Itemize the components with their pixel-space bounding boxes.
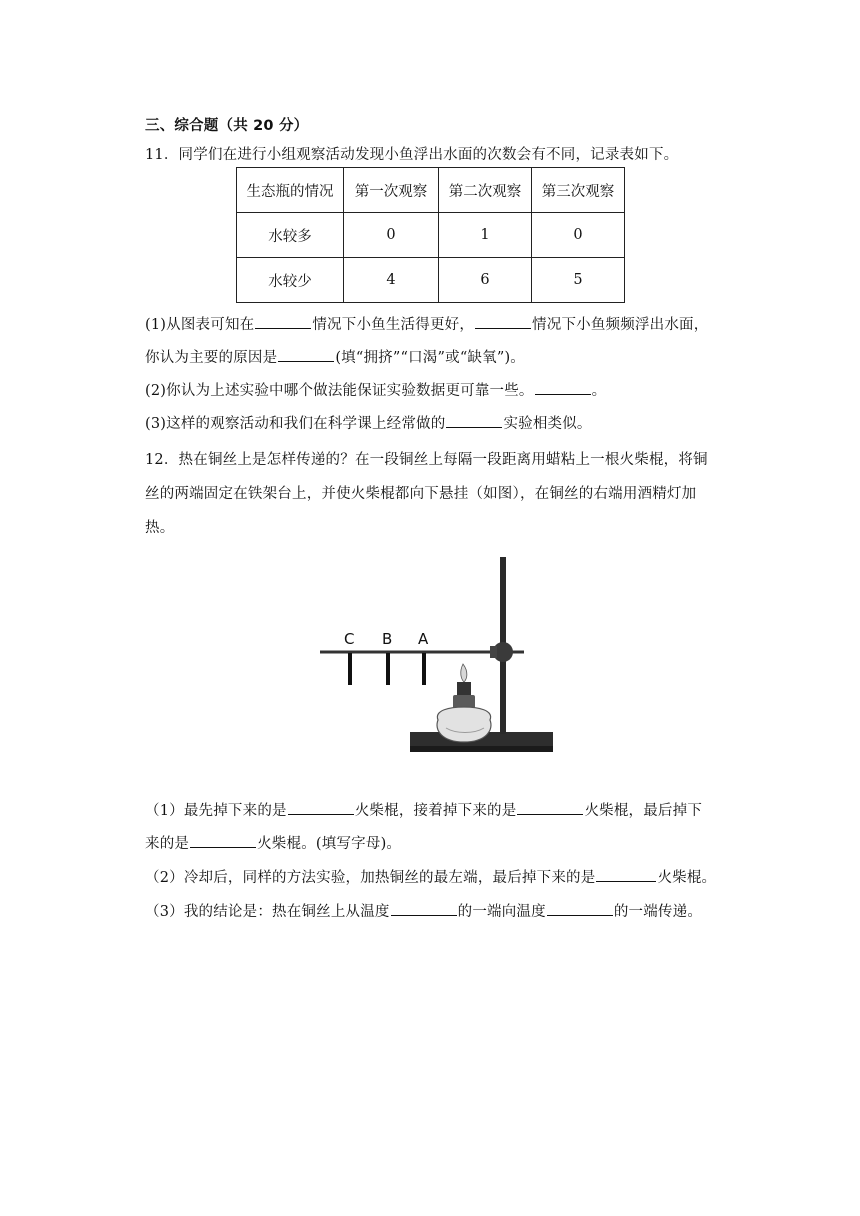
table-header-cell: 生态瓶的情况 xyxy=(237,168,344,213)
table-row xyxy=(237,213,625,258)
flame-icon xyxy=(461,664,467,682)
text: （1）最先掉下来的是 xyxy=(145,803,287,819)
table-header-cell: 第一次观察 xyxy=(344,168,439,213)
text: 的一端传递。 xyxy=(613,904,703,920)
matchstick-b xyxy=(386,653,390,685)
answer-blank[interactable] xyxy=(547,903,613,916)
text: (1)从图表可知在 xyxy=(145,317,255,333)
answer-blank[interactable] xyxy=(278,349,334,362)
text: 情况下小鱼频频浮出水面， xyxy=(532,317,709,333)
text: （2）冷却后，同样的方法实验，加热铜丝的最左端，最后掉下来的是 xyxy=(145,870,596,886)
answer-blank[interactable] xyxy=(288,802,354,815)
answer-blank[interactable] xyxy=(391,903,457,916)
text: 火柴棍。(填写字母)。 xyxy=(257,836,402,852)
answer-blank[interactable] xyxy=(517,802,583,815)
lamp-wick-holder xyxy=(457,682,471,695)
table-cell: 0 xyxy=(532,213,625,258)
text: （3）我的结论是：热在铜丝上从温度 xyxy=(145,904,390,920)
label-a: A xyxy=(418,630,429,648)
question-12-stem-line-2: 丝的两端固定在铁架台上，并使火柴棍都向下悬挂（如图），在铜丝的右端用酒精灯加 xyxy=(145,486,697,502)
text: 实验相类似。 xyxy=(503,416,592,432)
stand-base-shadow xyxy=(410,746,553,752)
answer-blank[interactable] xyxy=(596,869,656,882)
question-12-stem-line-1: 12．热在铜丝上是怎样传递的？在一段铜丝上每隔一段距离用蜡粘上一根火柴棍，将铜 xyxy=(145,452,708,468)
table-cell: 5 xyxy=(532,258,625,303)
text: (2)你认为上述实验中哪个做法能保证实验数据更可靠一些。 xyxy=(145,383,534,399)
table-cell: 4 xyxy=(344,258,439,303)
table-cell: 6 xyxy=(439,258,532,303)
matchstick-c xyxy=(348,653,352,685)
question-11-part-1-line-2 xyxy=(145,346,525,367)
label-b: B xyxy=(382,630,393,648)
question-11-part-2 xyxy=(145,379,606,400)
text: (3)这样的观察活动和我们在科学课上经常做的 xyxy=(145,416,446,432)
question-12-part-1-line-1 xyxy=(145,799,702,820)
answer-blank[interactable] xyxy=(255,316,311,329)
alcohol-lamp-body xyxy=(437,707,491,742)
text: 火柴棍。 xyxy=(657,870,717,886)
section-title: 三、综合题（共 20 分） xyxy=(145,118,309,134)
text: 火柴棍，最后掉下 xyxy=(584,803,703,819)
matchstick-a xyxy=(422,653,426,685)
text: 火柴棍，接着掉下来的是 xyxy=(354,803,517,819)
table-cell: 水较少 xyxy=(237,258,344,303)
observation-table xyxy=(236,167,625,303)
text: 情况下小鱼生活得更好， xyxy=(312,317,475,333)
table-row xyxy=(237,258,625,303)
text: (填“拥挤”“口渴”或“缺氧”)。 xyxy=(335,350,526,366)
question-11-part-1-line-1 xyxy=(145,313,708,334)
question-12-stem-line-3: 热。 xyxy=(145,520,175,536)
heat-conduction-apparatus-figure xyxy=(310,552,560,777)
table-cell: 水较多 xyxy=(237,213,344,258)
table-cell: 0 xyxy=(344,213,439,258)
question-11-part-3 xyxy=(145,412,592,433)
table-header-cell: 第三次观察 xyxy=(532,168,625,213)
answer-blank[interactable] xyxy=(535,382,591,395)
text: 你认为主要的原因是 xyxy=(145,350,278,366)
answer-blank[interactable] xyxy=(475,316,531,329)
question-11-stem: 11．同学们在进行小组观察活动发现小鱼浮出水面的次数会有不同，记录表如下。 xyxy=(145,147,679,163)
question-12-part-1-line-2 xyxy=(145,832,401,853)
text: 的一端向温度 xyxy=(457,904,546,920)
table-header-cell: 第二次观察 xyxy=(439,168,532,213)
label-c: C xyxy=(344,630,355,648)
table-header-row xyxy=(237,168,625,213)
clamp-screw xyxy=(490,646,497,658)
question-12-part-2 xyxy=(145,866,716,887)
answer-blank[interactable] xyxy=(190,835,256,848)
text: 来的是 xyxy=(145,836,190,852)
table-cell: 1 xyxy=(439,213,532,258)
answer-blank[interactable] xyxy=(446,415,502,428)
question-12-part-3 xyxy=(145,900,702,921)
text: 。 xyxy=(591,383,607,399)
